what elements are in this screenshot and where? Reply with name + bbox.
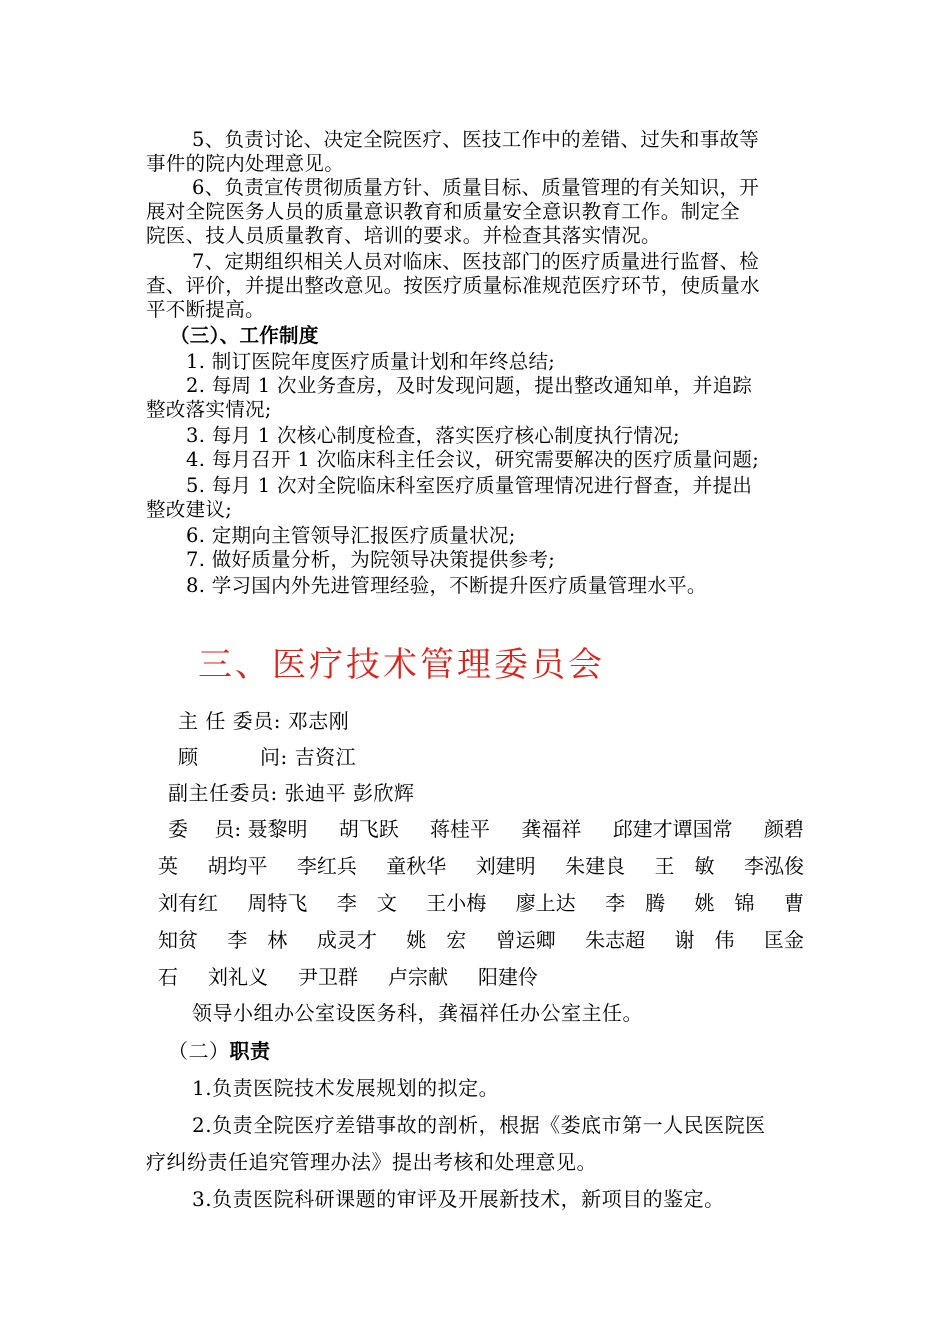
- duty-item5-line2: 事件的院内处理意见。: [146, 152, 345, 175]
- duty-item7-line3: 平不断提高。: [146, 298, 265, 321]
- member-name: 匡金: [763, 928, 804, 952]
- member-name: 王小梅: [426, 891, 487, 915]
- member-name: 卢宗献: [388, 965, 448, 989]
- office-note: 领导小组办公室设医务科，龚福祥任办公室主任。: [192, 1001, 643, 1025]
- member-name: 阳建伶: [478, 965, 538, 989]
- duty-item7-line2: 查、评价，并提出整改意见。按医疗质量标准规范医疗环节，使质量水: [146, 274, 760, 297]
- work-item5-line1: 5. 每月 1 次对全院临床科室医疗质量管理情况进行督查，并提出: [186, 474, 753, 497]
- duty-item6-line2: 展对全院医务人员的质量意识教育和质量安全意识教育工作。制定全: [146, 200, 741, 223]
- member-name: 廖上达: [515, 891, 576, 915]
- member-name: 刘建明: [475, 854, 536, 878]
- member-name: 李泓俊: [743, 854, 804, 878]
- member-name: 姚 宏: [406, 928, 467, 952]
- tech-duty-2-line2: 疗纠纷责任追究管理办法》提出考核和处理意见。: [146, 1150, 597, 1174]
- member-name: 邱建才谭国常: [612, 817, 733, 841]
- members-line-5: [158, 962, 538, 992]
- member-name: 成灵才: [316, 928, 377, 952]
- director-line: 主 任 委员: 邓志刚: [178, 709, 350, 733]
- duty-item5-line1: 5、负责讨论、决定全院医疗、医技工作中的差错、过失和事故等: [192, 128, 760, 151]
- members-line-1: [168, 814, 804, 844]
- work-item1: 1. 制订医院年度医疗质量计划和年终总结;: [186, 350, 556, 373]
- member-name: 曹: [783, 891, 804, 915]
- member-name: 刘礼义: [208, 965, 268, 989]
- member-name: 谢 伟: [674, 928, 735, 952]
- member-name: 知贫: [158, 928, 198, 952]
- members-line-2: [158, 851, 804, 881]
- member-name: 蒋桂平: [430, 817, 491, 841]
- duties-heading-text: 职责: [229, 1039, 271, 1063]
- section-title: 三、医疗技术管理委员会: [198, 645, 605, 685]
- tech-duty-3: 3.负责医院科研课题的审评及开展新技术，新项目的鉴定。: [192, 1187, 725, 1211]
- member-name: 颜碧: [763, 817, 804, 841]
- members-line-3: [158, 888, 804, 918]
- deputy-line: 副主任委员: 张迪平 彭欣辉: [168, 781, 415, 805]
- members-line-4: [158, 925, 804, 955]
- member-name: 李 林: [227, 928, 288, 952]
- work-item6: 6. 定期向主管领导汇报医疗质量状况;: [186, 524, 516, 547]
- work-item2-line2: 整改落实情况;: [146, 398, 272, 421]
- duty-item6-line1: 6、负责宣传贯彻质量方针、质量目标、质量管理的有关知识，开: [192, 176, 760, 199]
- duty-item6-line3: 院医、技人员质量教育、培训的要求。并检查其落实情况。: [146, 224, 661, 247]
- work-item4: 4. 每月召开 1 次临床科主任会议，研究需要解决的医疗质量问题;: [186, 448, 760, 471]
- member-name: 刘有红: [158, 891, 218, 915]
- work-item8: 8. 学习国内外先进管理经验，不断提升医疗质量管理水平。: [186, 574, 707, 597]
- work-system-heading: （三）、工作制度: [170, 324, 319, 347]
- member-name: 胡均平: [207, 854, 268, 878]
- member-name: 龚福祥: [521, 817, 582, 841]
- member-name: 周特飞: [247, 891, 308, 915]
- member-name: 童秋华: [386, 854, 447, 878]
- work-item3: 3. 每月 1 次核心制度检查，落实医疗核心制度执行情况;: [186, 424, 680, 447]
- member-name: 朱建良: [565, 854, 626, 878]
- member-name: 英: [158, 854, 178, 878]
- tech-duty-1: 1.负责医院技术发展规划的拟定。: [192, 1076, 500, 1100]
- member-name: 姚 锦: [694, 891, 755, 915]
- member-name: 胡飞跃: [338, 817, 399, 841]
- duties-heading: [168, 1036, 838, 1066]
- member-name: 曾运卿: [495, 928, 556, 952]
- member-name: 尹卫群: [298, 965, 358, 989]
- work-item7: 7. 做好质量分析，为院领导决策提供参考;: [186, 548, 556, 571]
- duty-item7-line1: 7、定期组织相关人员对临床、医技部门的医疗质量进行监督、检: [192, 250, 760, 273]
- duties-heading-prefix: （二）: [168, 1039, 230, 1063]
- member-name: 李 腾: [605, 891, 666, 915]
- member-name: 李红兵: [296, 854, 357, 878]
- advisor-line: 顾 问: 吉资江: [178, 745, 357, 769]
- work-item5-line2: 整改建议;: [146, 498, 233, 521]
- tech-duty-2-line1: 2.负责全院医疗差错事故的剖析，根据《娄底市第一人民医院医: [192, 1113, 766, 1137]
- member-name: 王 敏: [654, 854, 715, 878]
- member-name: 李 文: [336, 891, 397, 915]
- member-name: 石: [158, 965, 178, 989]
- work-item2-line1: 2. 每周 1 次业务查房，及时发现问题，提出整改通知单，并追踪: [186, 374, 753, 397]
- member-name: 朱志超: [585, 928, 646, 952]
- member-name: 委 员: 聂黎明: [168, 817, 308, 841]
